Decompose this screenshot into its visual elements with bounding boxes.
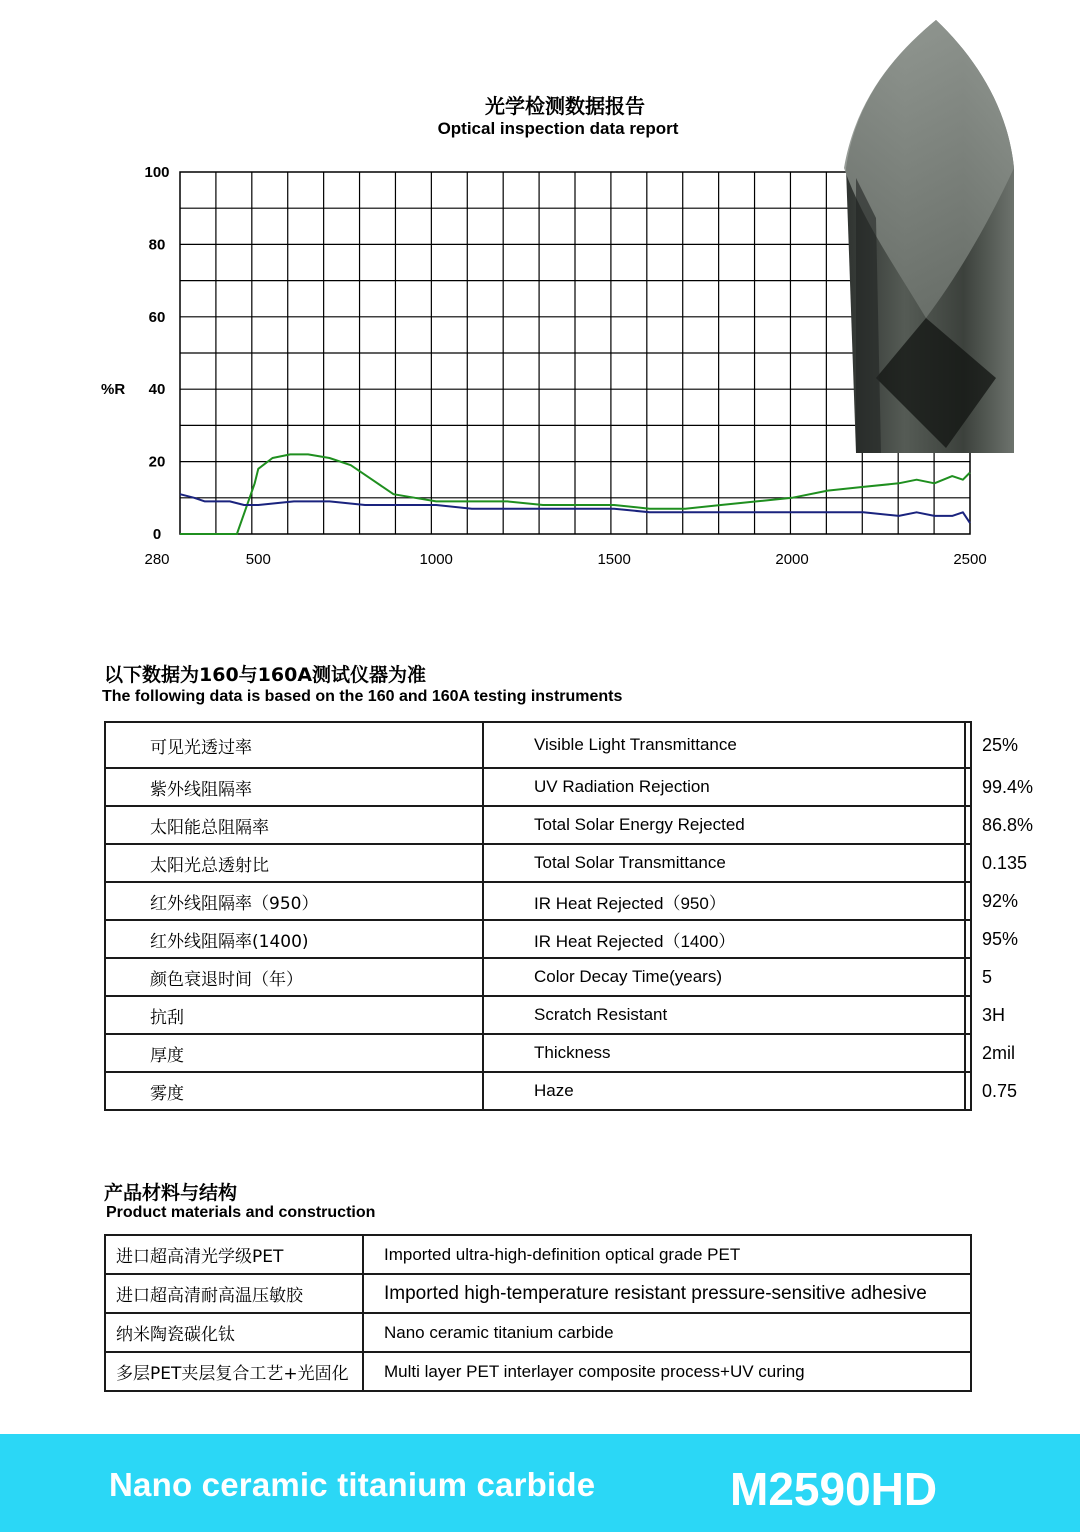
y-tick-label: 100 [144, 164, 170, 181]
spec-value: 5 [965, 958, 971, 996]
spec-value: 25% [965, 722, 971, 768]
spec-section-title-en: The following data is based on the 160 and 160A testing instruments [102, 688, 623, 705]
chart-title-en: Optical inspection data report [437, 119, 679, 138]
spec-label-en: Visible Light Transmittance [483, 722, 965, 768]
footer-model: M2590HD [730, 1463, 938, 1515]
material-label-en: Imported high-temperature resistant pressure-sensitive adhesive [363, 1274, 971, 1313]
y-axis-label: %R [101, 381, 126, 398]
y-tick-label: 20 [148, 453, 166, 471]
window-film-roll-graphic [836, 18, 1016, 458]
spec-value: 99.4% [965, 768, 971, 806]
y-tick-label: 40 [148, 381, 166, 399]
spec-label-cn: 红外线阻隔率(1400) [105, 920, 483, 958]
spec-label-en: UV Radiation Rejection [483, 768, 965, 806]
spec-row [105, 958, 971, 996]
spec-value: 2mil [965, 1034, 971, 1072]
footer-product-name: Nano ceramic titanium carbide [109, 1466, 596, 1503]
spec-row [105, 996, 971, 1034]
spec-label-cn: 抗刮 [105, 996, 483, 1034]
spec-row [105, 920, 971, 958]
spec-row [105, 1072, 971, 1110]
spec-row [105, 806, 971, 844]
spec-label-cn: 紫外线阻隔率 [105, 768, 483, 806]
materials-table [104, 1234, 972, 1392]
spec-value: 0.135 [965, 844, 971, 882]
spec-label-en: Total Solar Transmittance [483, 844, 965, 882]
spec-value: 92% [965, 882, 971, 920]
spec-label-cn: 雾度 [105, 1072, 483, 1110]
spec-row [105, 1034, 971, 1072]
spec-label-en: Haze [483, 1072, 965, 1110]
spec-value: 86.8% [965, 806, 971, 844]
spec-value: 0.75 [965, 1072, 971, 1110]
spec-label-cn: 太阳光总透射比 [105, 844, 483, 882]
spec-label-cn: 红外线阻隔率（950） [105, 882, 483, 920]
spec-row [105, 768, 971, 806]
x-tick-label: 280 [144, 551, 170, 568]
material-label-cn: 多层PET夹层复合工艺+光固化 [105, 1352, 363, 1391]
x-tick-label: 1000 [419, 551, 453, 568]
material-label-en: Nano ceramic titanium carbide [363, 1313, 971, 1352]
material-row [105, 1274, 971, 1313]
spec-row [105, 882, 971, 920]
spec-label-en: IR Heat Rejected（1400） [483, 920, 965, 958]
x-tick-label: 500 [245, 551, 271, 568]
spec-table [104, 721, 1034, 1111]
spec-label-cn: 颜色衰退时间（年） [105, 958, 483, 996]
material-label-en: Imported ultra-high-definition optical grade PET [363, 1235, 971, 1274]
material-row [105, 1235, 971, 1274]
material-label-cn: 进口超高清光学级PET [105, 1235, 363, 1274]
chart-title-cn: 光学检测数据报告 [485, 94, 645, 118]
spec-label-en: Total Solar Energy Rejected [483, 806, 965, 844]
x-tick-label: 2500 [953, 551, 987, 568]
x-tick-label: 1500 [597, 551, 631, 568]
spec-row [105, 844, 971, 882]
y-tick-label: 80 [148, 236, 166, 254]
material-label-cn: 进口超高清耐高温压敏胶 [105, 1274, 363, 1313]
materials-section-title-cn: 产品材料与结构 [104, 1182, 238, 1204]
spec-label-en: Color Decay Time(years) [483, 958, 965, 996]
material-row [105, 1352, 971, 1391]
spec-value: 95% [965, 920, 971, 958]
material-row [105, 1313, 971, 1352]
material-label-cn: 纳米陶瓷碳化钛 [105, 1313, 363, 1352]
materials-section-title-en: Product materials and construction [106, 1204, 376, 1221]
material-label-en: Multi layer PET interlayer composite process+UV curing [363, 1352, 971, 1391]
y-tick-label: 60 [148, 308, 166, 326]
spec-label-en: Thickness [483, 1034, 965, 1072]
spec-label-en: IR Heat Rejected（950） [483, 882, 965, 920]
spec-label-cn: 太阳能总阻隔率 [105, 806, 483, 844]
spec-label-en: Scratch Resistant [483, 996, 965, 1034]
spec-label-cn: 可见光透过率 [105, 722, 483, 768]
spec-section-title-cn: 以下数据为160与160A测试仪器为准 [104, 664, 427, 686]
spec-label-cn: 厚度 [105, 1034, 483, 1072]
spec-row [105, 722, 971, 768]
spec-value: 3H [965, 996, 971, 1034]
y-tick-label: 0 [152, 526, 162, 543]
x-tick-label: 2000 [775, 551, 809, 568]
